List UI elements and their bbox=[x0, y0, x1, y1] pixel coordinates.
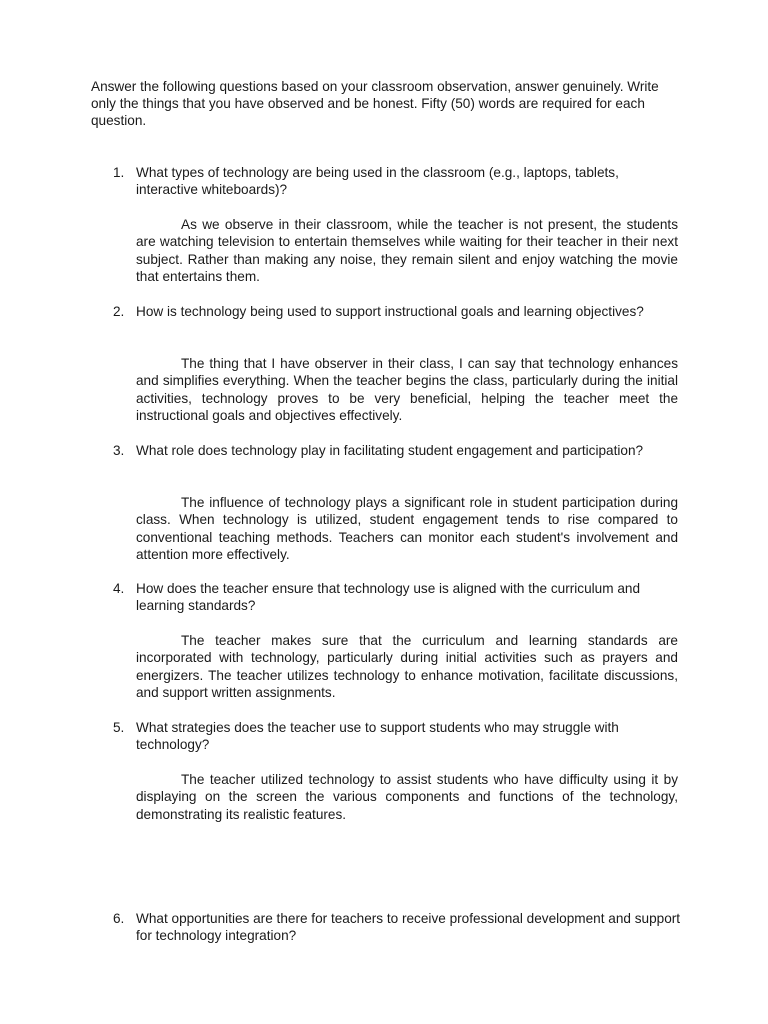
answer-text: The thing that I have observer in their class, I can say that technology enhances and simplifies everything. When the teacher begins the class, particularly during the initial activities, technology proves to be very beneficial, helping the teacher meet the instructional goals and objectives effectively. bbox=[136, 356, 678, 424]
question-number: 1. bbox=[113, 165, 125, 180]
question-number: 6. bbox=[113, 911, 125, 926]
question-number: 2. bbox=[113, 304, 125, 319]
question-text: What types of technology are being used in the classroom (e.g., laptops, tablets, interactive whiteboards)? bbox=[136, 165, 619, 198]
question-text: What strategies does the teacher use to support students who may struggle with technology? bbox=[136, 720, 619, 753]
question-text: How does the teacher ensure that technology use is aligned with the curriculum and learning standards? bbox=[136, 581, 641, 614]
question-number: 3. bbox=[113, 443, 125, 458]
answer-text: As we observe in their classroom, while the teacher is not present, the students are watching television to entertain themselves while waiting for their teacher in their next subject. Rather than making any noise, they remain silent and enjoy watching the movie that entertains them. bbox=[136, 217, 678, 285]
question-text: What opportunities are there for teachers to receive professional development and support for technology integration? bbox=[136, 911, 681, 944]
question-number: 5. bbox=[113, 720, 125, 735]
answer-text: The influence of technology plays a significant role in student participation during class. When technology is utilized, student engagement tends to rise compared to conventional teaching methods. Teachers can monitor each student's involvement and attention more effectively. bbox=[136, 495, 678, 563]
answer-text: The teacher makes sure that the curriculum and learning standards are incorporated with technology, particularly during initial activities such as prayers and energizers. The teacher utilizes technology to enhance motivation, facilitate discussions, and support written assignments. bbox=[136, 633, 678, 701]
answer-text: The teacher utilized technology to assist students who have difficulty using it by displaying on the screen the various components and functions of the technology, demonstrating its realistic features. bbox=[136, 772, 678, 822]
question-text: What role does technology play in facilitating student engagement and participation? bbox=[136, 443, 644, 458]
question-number: 4. bbox=[113, 581, 125, 596]
instructions-paragraph: Answer the following questions based on your classroom observation, answer genuinely. Write only the things that you have observed and be honest. Fifty (50) words are required for each question. bbox=[91, 79, 659, 129]
question-text: How is technology being used to support instructional goals and learning objectives? bbox=[136, 304, 644, 319]
